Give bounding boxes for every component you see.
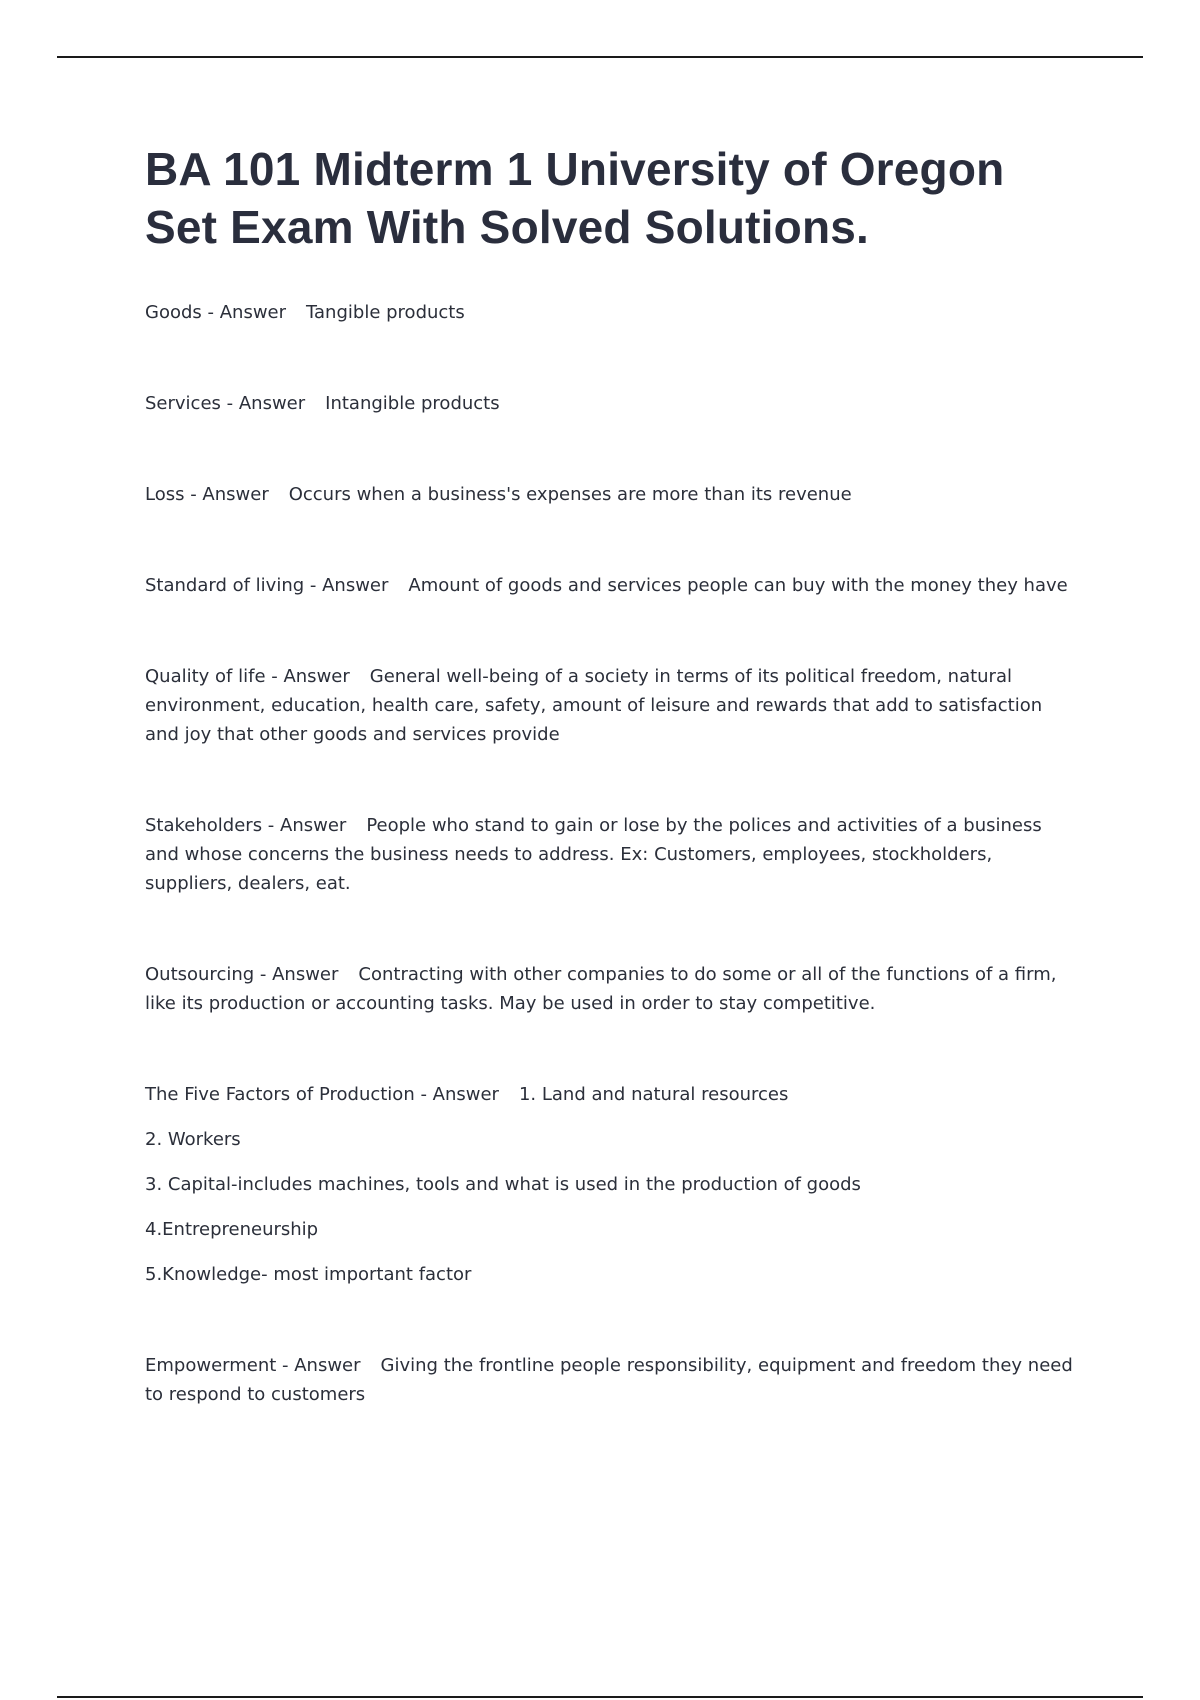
qa-subline: 3. Capital-includes machines, tools and what is used in the production of goods bbox=[145, 1174, 861, 1195]
qa-term: Quality of life - Answer bbox=[145, 666, 350, 687]
qa-term: Goods - Answer bbox=[145, 302, 287, 323]
qa-term: Empowerment - Answer bbox=[145, 1355, 361, 1376]
qa-entry bbox=[145, 662, 1075, 749]
qa-answer: People who stand to gain or lose by the polices and activities of a business and whose concerns the business needs to address. Ex: Customers, employees, stockholders, suppliers, dealers, eat. bbox=[145, 815, 1042, 894]
bottom-rule bbox=[57, 1696, 1143, 1698]
qa-term: Standard of living - Answer bbox=[145, 575, 389, 596]
qa-entry bbox=[145, 571, 1075, 600]
document-body bbox=[145, 140, 1075, 1471]
qa-answer: General well-being of a society in terms of its political freedom, natural environment, education, health care, safety, amount of leisure and rewards that add to satisfaction and joy that other goods and services provide bbox=[145, 666, 1043, 745]
qa-answer: Occurs when a business's expenses are more than its revenue bbox=[288, 484, 852, 505]
qa-term: Loss - Answer bbox=[145, 484, 269, 505]
document-title: BA 101 Midterm 1 University of Oregon Set Exam With Solved Solutions. bbox=[145, 143, 1005, 253]
qa-entry bbox=[145, 1351, 1075, 1409]
qa-entry bbox=[145, 480, 1075, 509]
qa-answer: Amount of goods and services people can buy with the money they have bbox=[408, 575, 1068, 596]
qa-entry bbox=[145, 298, 1075, 327]
qa-entry bbox=[145, 960, 1075, 1018]
top-rule bbox=[57, 56, 1143, 58]
qa-term: Outsourcing - Answer bbox=[145, 964, 339, 985]
qa-subline: 5.Knowledge- most important factor bbox=[145, 1264, 472, 1285]
qa-subline: 4.Entrepreneurship bbox=[145, 1219, 319, 1240]
qa-answer: 1. Land and natural resources bbox=[518, 1084, 789, 1105]
qa-term: Services - Answer bbox=[145, 393, 306, 414]
qa-list bbox=[145, 298, 1075, 1409]
qa-entry bbox=[145, 389, 1075, 418]
qa-term: The Five Factors of Production - Answer bbox=[145, 1084, 499, 1105]
qa-subline: 2. Workers bbox=[145, 1129, 241, 1150]
qa-answer: Tangible products bbox=[306, 302, 465, 323]
qa-answer: Giving the frontline people responsibility, equipment and freedom they need to respond to customers bbox=[145, 1355, 1073, 1405]
qa-entry bbox=[145, 1080, 1075, 1289]
qa-answer: Intangible products bbox=[325, 393, 500, 414]
qa-answer: Contracting with other companies to do some or all of the functions of a firm, like its production or accounting tasks. May be used in order to stay competitive. bbox=[145, 964, 1057, 1014]
qa-entry bbox=[145, 811, 1075, 898]
qa-term: Stakeholders - Answer bbox=[145, 815, 347, 836]
